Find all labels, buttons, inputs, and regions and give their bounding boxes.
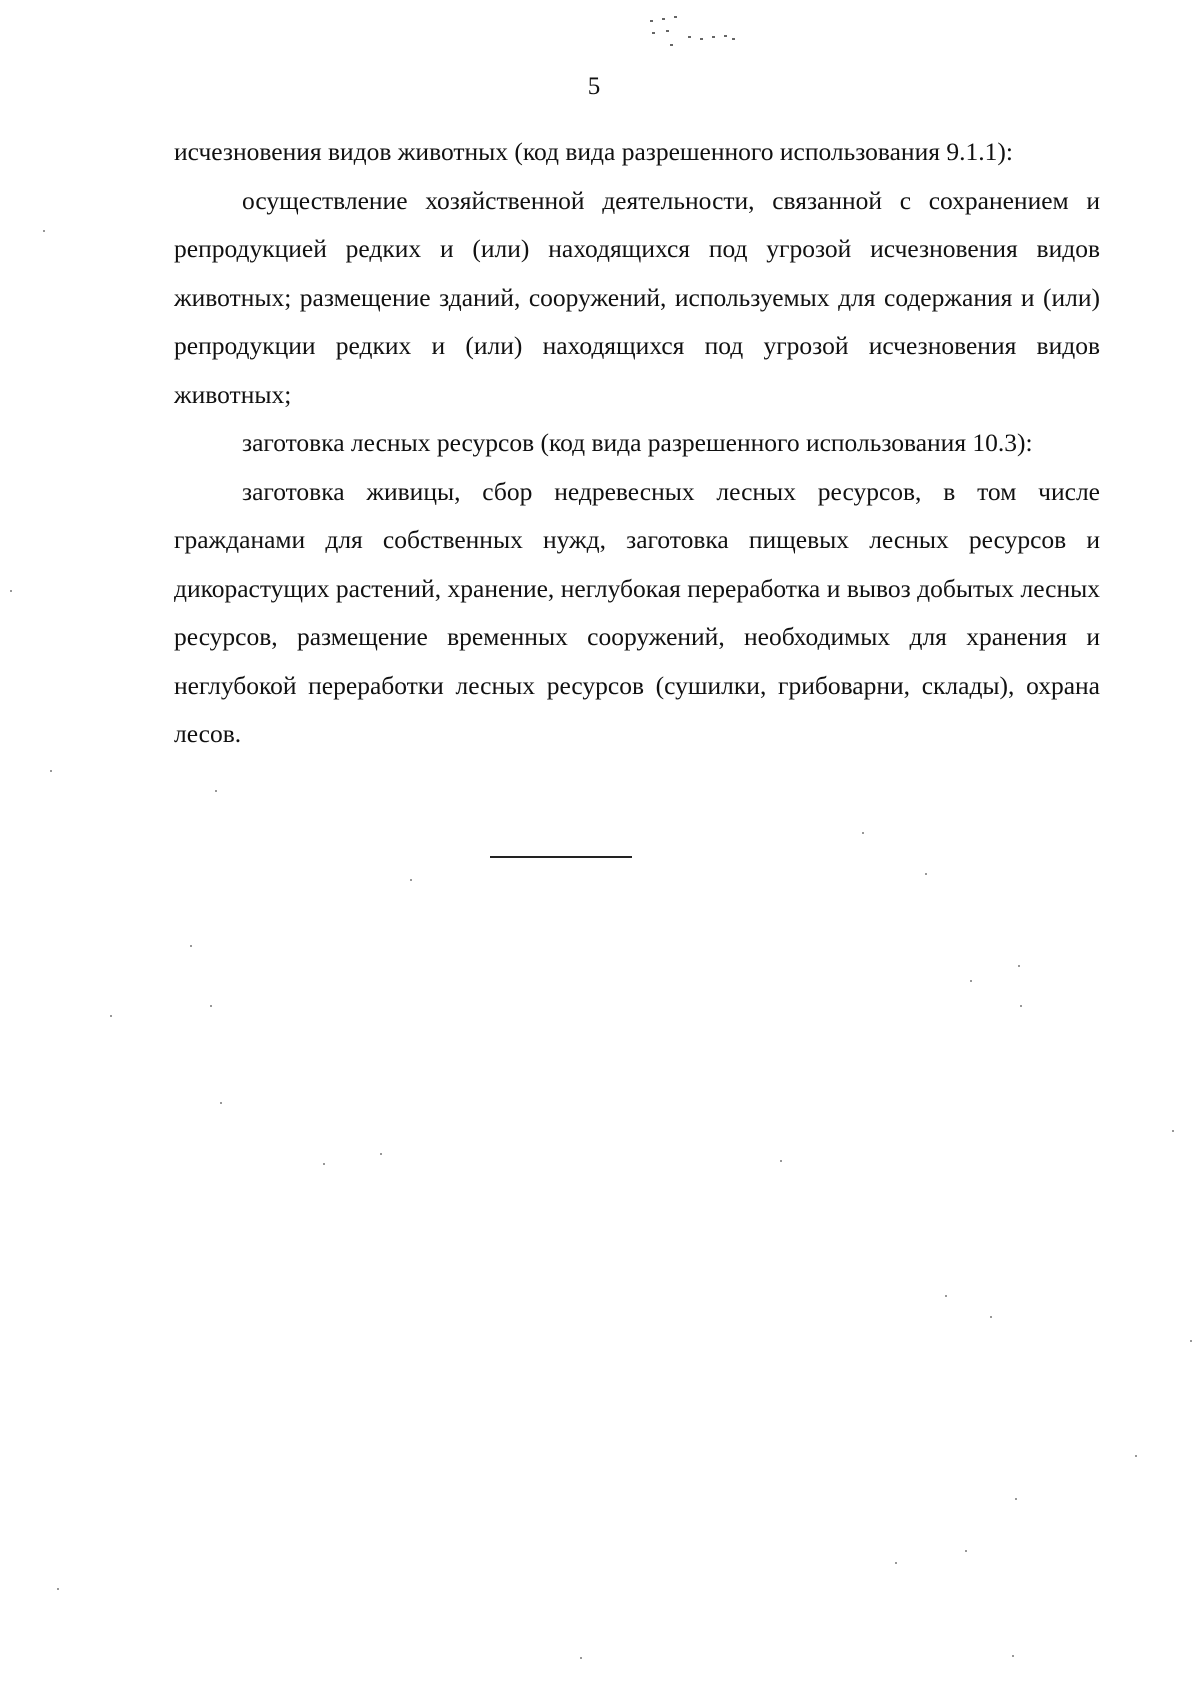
scan-speck — [210, 1005, 212, 1007]
scan-artifact-marks — [640, 8, 780, 48]
scan-speck — [410, 879, 412, 881]
paragraph-continuation: исчезновения видов животных (код вида разрешенного использования 9.1.1): — [174, 137, 1013, 166]
scan-speck — [1190, 1340, 1192, 1342]
scan-speck — [380, 1153, 382, 1155]
scan-speck — [110, 1015, 112, 1017]
scan-speck — [323, 1163, 325, 1165]
scan-speck — [862, 832, 864, 834]
scan-speck — [190, 945, 192, 947]
scan-speck — [220, 1102, 222, 1104]
paragraph-animal-conservation: осуществление хозяйственной деятельности, связанной с сохранением и репродукцией редких и (или) находящихся под угрозой исчезновения видов животных; размещение зданий, сооружений, используемых для содержания и (или) репродукции редких и (или) находящихся под угрозой исчезновения видов животных; — [174, 185, 1100, 409]
end-of-text-rule — [490, 856, 632, 858]
scan-speck — [1012, 1655, 1014, 1657]
scan-speck — [1135, 1455, 1137, 1457]
scan-speck — [43, 230, 45, 232]
scan-speck — [1018, 965, 1020, 967]
paragraph-forest-resources-heading: заготовка лесных ресурсов (код вида разрешенного использования 10.3): — [242, 428, 1033, 457]
scan-speck — [50, 770, 52, 772]
scan-speck — [215, 790, 217, 792]
scan-speck — [1020, 1005, 1022, 1007]
scan-speck — [57, 1588, 59, 1590]
scan-speck — [1015, 1498, 1017, 1500]
scan-speck — [780, 1160, 782, 1162]
scan-speck — [945, 1295, 947, 1297]
scan-speck — [580, 1657, 582, 1659]
page-number: 5 — [587, 73, 601, 100]
body-text — [174, 128, 1100, 759]
scan-speck — [10, 590, 12, 592]
scan-speck — [925, 873, 927, 875]
paragraph-forest-resources: заготовка живицы, сбор недревесных лесных ресурсов, в том числе гражданами для собственных нужд, заготовка пищевых лесных ресурсов и дикорастущих растений, хранение, неглубокая переработка и вывоз добытых лесных ресурсов, размещение временных сооружений, необходимых для хранения и неглубокой переработки лесных ресурсов (сушилки, грибоварни, склады), охрана лесов. — [174, 476, 1100, 748]
scan-speck — [1172, 1130, 1174, 1132]
scan-speck — [990, 1316, 992, 1318]
scan-speck — [970, 980, 972, 982]
scan-speck — [965, 1550, 967, 1552]
scan-speck — [895, 1562, 897, 1564]
